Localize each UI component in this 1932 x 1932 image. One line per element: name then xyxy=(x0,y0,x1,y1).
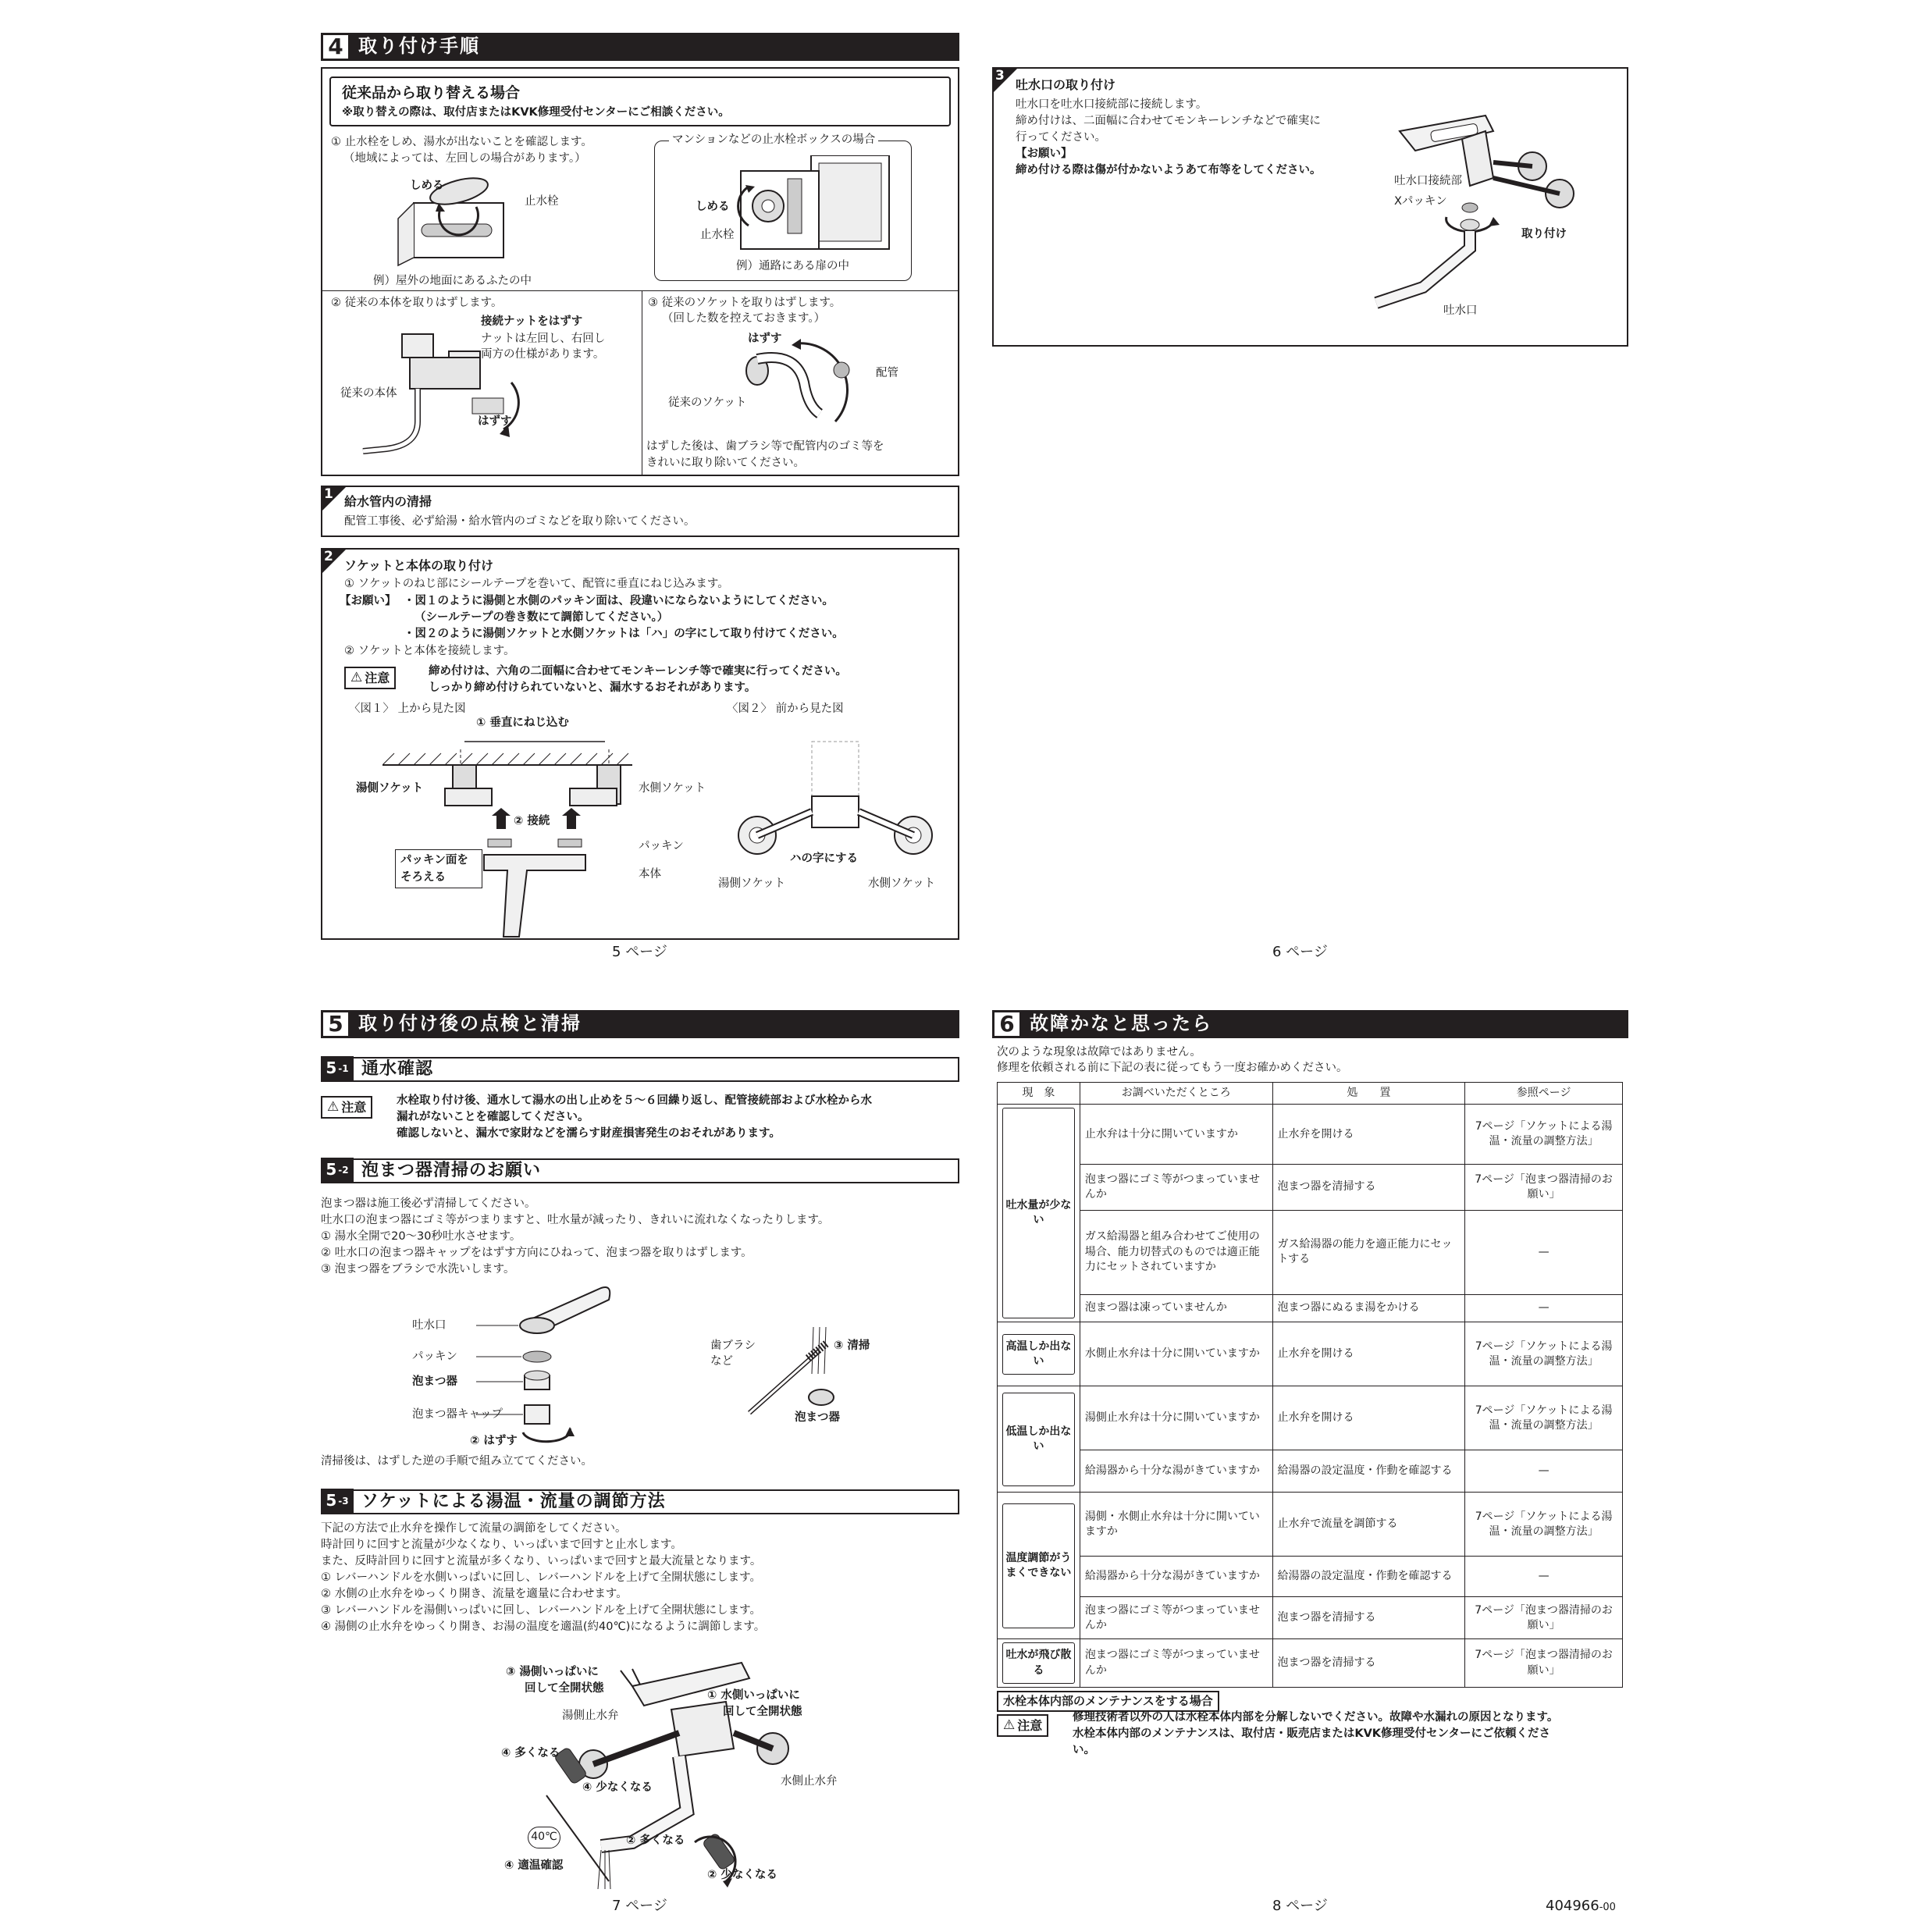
shimeru2-label: しめる xyxy=(696,201,730,213)
less2-label: ② 少なくなる xyxy=(707,1869,777,1881)
phenomenon-cell: 吐水が飛び散る xyxy=(998,1639,1080,1688)
s51-text1: 水栓取り付け後、通水して湯水の出し止めを５～６回繰り返し、配管接続部および水栓から水 xyxy=(397,1094,872,1107)
subsection-5-2 xyxy=(321,1158,959,1183)
step3-req1: 締め付ける際は傷が付かないようあて布等をしてください。 xyxy=(1016,164,1322,176)
subsection-number: 5 -2 xyxy=(321,1158,354,1183)
cold-valve-label: 水側止水弁 xyxy=(781,1775,838,1788)
ha-label: ハの字にする xyxy=(790,852,858,865)
table-header: 参照ページ xyxy=(1465,1083,1623,1105)
nut-label: 接続ナットをはずす xyxy=(481,315,583,328)
phenomenon-cell: 温度調節がうまくできない xyxy=(998,1493,1080,1639)
table-row xyxy=(998,1557,1623,1597)
body-label: 本体 xyxy=(639,868,661,881)
shisuisen-label: 止水栓 xyxy=(525,195,559,208)
table-cell: 止水弁は十分に開いていますか xyxy=(1080,1105,1272,1165)
old-socket-illustration xyxy=(726,336,866,437)
replace-title-box xyxy=(329,76,951,126)
aerator-label: 泡まつ器 xyxy=(412,1375,457,1388)
caution-badge: ⚠ 注意 xyxy=(997,1714,1048,1737)
step2-req3: ・図２のように湯側ソケットと水側ソケットは「ハ」の字にして取り付けてください。 xyxy=(404,628,844,640)
aerator-cap-label: 泡まつ器キャップ xyxy=(412,1408,503,1421)
section-title: 取り付け手順 xyxy=(358,35,480,58)
table-cell: 7ページ「ソケットによる湯温・流量の調整方法」 xyxy=(1465,1493,1623,1557)
table-cell: 7ページ「泡まつ器清掃のお願い」 xyxy=(1465,1165,1623,1210)
table-cell: 湯側・水側止水弁は十分に開いていますか xyxy=(1080,1493,1272,1557)
a1-label2: 回して全開状態 xyxy=(723,1706,802,1718)
table-cell: 止水弁を開ける xyxy=(1272,1386,1465,1450)
a3-label1: ③ 湯側いっぱいに xyxy=(506,1666,599,1678)
fig2-caption: 〈図２〉 前から見た図 xyxy=(727,703,844,715)
s51-text3: 確認しないと、漏水で家財などを濡らす財産損害発生のおそれがあります。 xyxy=(397,1127,781,1140)
step3-line3: 行ってください。 xyxy=(1016,131,1106,144)
brush-label1: 歯ブラシ xyxy=(710,1340,756,1352)
table-cell: 止水弁を開ける xyxy=(1272,1105,1465,1165)
step1-box xyxy=(321,486,959,537)
section-6-header xyxy=(992,1010,1628,1038)
table-row xyxy=(998,1165,1623,1210)
table-row xyxy=(998,1450,1623,1493)
section-5-header xyxy=(321,1010,959,1038)
fig2-illustration xyxy=(734,734,937,890)
xpacking-label: Xパッキン xyxy=(1394,195,1447,208)
fig1-illustration xyxy=(382,734,632,945)
table-row xyxy=(998,1493,1623,1557)
table-cell: — xyxy=(1465,1294,1623,1322)
warning-icon: ⚠ xyxy=(350,670,363,685)
more2-label: ② 多くなる xyxy=(626,1834,685,1847)
table-cell: 給湯器から十分な湯がきていますか xyxy=(1080,1450,1272,1493)
hazusu2-label: はずす xyxy=(748,333,782,345)
step2-caution2: しっかり締め付けられていないと、漏水するおそれがあります。 xyxy=(429,681,756,694)
table-cell: 給湯器の設定温度・作動を確認する xyxy=(1272,1557,1465,1597)
align-packing-box xyxy=(395,849,482,888)
s52-text3: ① 湯水全開で20～30秒吐水させます。 xyxy=(321,1230,521,1243)
spout2-label: 吐水口 xyxy=(412,1319,447,1332)
step2-req1: ・図１のように湯側と水側のパッキン面は、段違いにならないようにしてください。 xyxy=(404,595,834,607)
table-header: お調べいただくところ xyxy=(1080,1083,1272,1105)
align-label1: パッキン面を xyxy=(400,854,468,866)
step3-line2: 締め付けは、二面幅に合わせてモンキーレンチなどで確実に xyxy=(1016,115,1321,127)
step-c-line1: ③ 従来のソケットを取りはずします。 xyxy=(648,297,841,309)
s53-text5: ② 水側の止水弁をゆっくり開き、流量を適量に合わせます。 xyxy=(321,1588,628,1600)
step2-line1: ① ソケットのねじ部にシールテープを巻いて、配管に垂直にねじ込みます。 xyxy=(344,578,729,590)
table-cell: 7ページ「ソケットによる湯温・流量の調整方法」 xyxy=(1465,1105,1623,1165)
table-row xyxy=(998,1597,1623,1639)
section-number: 6 xyxy=(992,1010,1022,1038)
step2-title: ソケットと本体の取り付け xyxy=(344,558,494,573)
s53-text7: ④ 湯側の止水弁をゆっくり開き、お湯の温度を適温(約40℃)になるように調節します。 xyxy=(321,1621,766,1633)
table-row xyxy=(998,1386,1623,1450)
phenomenon-cell: 吐水量が少ない xyxy=(998,1105,1080,1322)
table-cell: — xyxy=(1465,1557,1623,1597)
joint-label: 吐水口接続部 xyxy=(1394,175,1462,187)
cold-socket-label: 水側ソケット xyxy=(639,782,706,795)
mansion-label: マンションなどの止水栓ボックスの場合 xyxy=(669,132,878,148)
aerator-exploded-illustration xyxy=(468,1272,624,1452)
step3-title: 吐水口の取り付け xyxy=(1016,77,1116,92)
spout-attach-illustration xyxy=(1368,108,1603,342)
intro-line2: 修理を依頼される前に下記の表に従ってもう一度お確かめください。 xyxy=(997,1062,1348,1074)
step2-request: 【お願い】 xyxy=(340,595,397,607)
warning-icon: ⚠ xyxy=(1003,1717,1016,1733)
table-cell: 7ページ「ソケットによる湯温・流量の調整方法」 xyxy=(1465,1386,1623,1450)
s53-text2: 時計回りに回すと流量が少なくなり、いっぱいまで回すと止水します。 xyxy=(321,1539,682,1551)
subsection-5-1 xyxy=(321,1057,959,1082)
step3-line1: 吐水口を吐水口接続部に接続します。 xyxy=(1016,98,1208,111)
after-clean1: はずした後は、歯ブラシ等で配管内のゴミ等を xyxy=(646,440,884,453)
section-number: 4 xyxy=(321,33,350,61)
divider xyxy=(322,290,958,291)
table-row xyxy=(998,1294,1623,1322)
s52-after: 清掃後は、はずした逆の手順で組み立ててください。 xyxy=(321,1455,592,1468)
nut-note2: 両方の仕様があります。 xyxy=(481,348,605,361)
step3-box xyxy=(992,67,1628,347)
table-cell: 止水弁を開ける xyxy=(1272,1322,1465,1386)
table-cell: 泡まつ器は凍っていませんか xyxy=(1080,1294,1272,1322)
s53-text6: ③ レバーハンドルを湯側いっぱいに回し、レバーハンドルを上げて全開状態にします。 xyxy=(321,1604,761,1617)
step2-caution1: 締め付けは、六角の二面幅に合わせてモンキーレンチ等で確実に行ってください。 xyxy=(429,665,847,678)
s53-text4: ① レバーハンドルを水側いっぱいに回し、レバーハンドルを上げて全開状態にします。 xyxy=(321,1571,761,1584)
shimeru-label: しめる xyxy=(410,180,444,192)
step-c-line2: （回した数を控えておきます。） xyxy=(662,312,826,325)
subsection-number: 5 -3 xyxy=(321,1489,354,1514)
nut-note1: ナットは左回し、右回し xyxy=(481,333,606,345)
packing2-label: パッキン xyxy=(412,1350,457,1363)
table-cell: — xyxy=(1465,1210,1623,1294)
table-cell: 泡まつ器を清掃する xyxy=(1272,1597,1465,1639)
table-header: 処 置 xyxy=(1272,1083,1465,1105)
s52-text2: 吐水口の泡まつ器にゴミ等がつまりますと、吐水量が減ったり、きれいに流れなくなったりします。 xyxy=(321,1214,830,1226)
caption-outdoor: 例）屋外の地面にあるふたの中 xyxy=(373,275,532,287)
old-body-label: 従来の本体 xyxy=(340,387,397,400)
table-cell: 泡まつ器にゴミ等がつまっていませんか xyxy=(1080,1597,1272,1639)
brush-label2: など xyxy=(710,1355,733,1368)
table-cell: — xyxy=(1465,1450,1623,1493)
outdoor-valve-illustration xyxy=(367,168,539,273)
table-row xyxy=(998,1322,1623,1386)
table-cell: 泡まつ器にぬるま湯をかける xyxy=(1272,1294,1465,1322)
step1-number: 1 xyxy=(324,486,333,502)
step-a-line1: ① 止水栓をしめ、湯水が出ないことを確認します。 xyxy=(331,136,592,148)
step2-number: 2 xyxy=(324,549,333,564)
hot-socket2-label: 湯側ソケット xyxy=(718,877,786,890)
a1-label1: ① 水側いっぱいに xyxy=(707,1689,800,1702)
page-number-6: 6 ページ xyxy=(1272,944,1328,960)
document-code: 404966-00 xyxy=(1546,1898,1616,1914)
s53-text3: また、反時計回りに回すと流量が多くなり、いっぱいまで回すと最大流量となります。 xyxy=(321,1555,762,1567)
step3-number: 3 xyxy=(995,68,1005,84)
more4-label: ④ 多くなる xyxy=(501,1747,560,1759)
vertical-label: ① 垂直にねじ込む xyxy=(476,717,569,729)
table-cell: 泡まつ器にゴミ等がつまっていませんか xyxy=(1080,1165,1272,1210)
replace-title: 従来品から取り替える場合 xyxy=(342,84,521,101)
table-cell: 7ページ「泡まつ器清掃のお願い」 xyxy=(1465,1597,1623,1639)
table-header: 現 象 xyxy=(998,1083,1080,1105)
s52-text4: ② 吐水口の泡まつ器キャップをはずす方向にひねって、泡まつ器を取りはずします。 xyxy=(321,1247,753,1259)
table-cell: 止水弁で流量を調節する xyxy=(1272,1493,1465,1557)
phenomenon-cell: 低温しか出ない xyxy=(998,1386,1080,1493)
s51-text2: 漏れがないことを確認してください。 xyxy=(397,1111,589,1123)
table-cell: 泡まつ器にゴミ等がつまっていませんか xyxy=(1080,1639,1272,1688)
warning-icon: ⚠ xyxy=(327,1099,340,1115)
subsection-5-3 xyxy=(321,1489,959,1514)
table-cell: 泡まつ器を清掃する xyxy=(1272,1639,1465,1688)
connect-label: ② 接続 xyxy=(514,815,550,827)
caution-badge: ⚠ 注意 xyxy=(321,1096,372,1119)
section-title: 故障かなと思ったら xyxy=(1030,1012,1212,1035)
a3-label2: 回して全開状態 xyxy=(525,1682,604,1695)
mansion-box xyxy=(654,133,912,281)
section-number: 5 xyxy=(321,1010,350,1038)
caution-badge: ⚠ 注意 xyxy=(344,667,396,689)
phenomenon-cell: 高温しか出ない xyxy=(998,1322,1080,1386)
section-title: 取り付け後の点検と清掃 xyxy=(358,1012,582,1035)
temp-badge: 40℃ xyxy=(528,1827,560,1848)
table-cell: 7ページ「泡まつ器清掃のお願い」 xyxy=(1465,1639,1623,1688)
step3-request: 【お願い】 xyxy=(1016,148,1073,160)
step1-title: 給水管内の清掃 xyxy=(344,494,432,509)
subsection-title: 通水確認 xyxy=(361,1059,434,1079)
packing-label: パッキン xyxy=(639,840,684,852)
maintenance-title: 水栓本体内部のメンテナンスをする場合 xyxy=(997,1691,1219,1712)
replace-note: ※取り替えの際は、取付店またはKVK修理受付センターにご相談ください。 xyxy=(342,106,730,119)
step-a-line2: （地域によっては、左回しの場合があります。） xyxy=(343,152,586,165)
aerator2-label: 泡まつ器 xyxy=(795,1411,840,1424)
hazusu-label: はずす xyxy=(478,415,512,428)
s52-text5: ③ 泡まつ器をブラシで水洗いします。 xyxy=(321,1263,515,1276)
intro-line1: 次のような現象は故障ではありません。 xyxy=(997,1046,1201,1059)
table-row xyxy=(998,1210,1623,1294)
page-number-7: 7 ページ xyxy=(612,1898,667,1914)
section-4-header xyxy=(321,33,959,61)
table-cell: 泡まつ器を清掃する xyxy=(1272,1165,1465,1210)
step1-text: 配管工事後、必ず給湯・給水管内のゴミなどを取り除いてください。 xyxy=(344,515,696,528)
table-row xyxy=(998,1105,1623,1165)
s53-text1: 下記の方法で止水弁を操作して流量の調節をしてください。 xyxy=(321,1522,627,1535)
troubleshooting-table xyxy=(997,1082,1623,1688)
spout-label: 吐水口 xyxy=(1443,304,1478,317)
page-number-5: 5 ページ xyxy=(612,944,667,960)
attach-label: 取り付け xyxy=(1521,228,1567,240)
shisuisen2-label: 止水栓 xyxy=(700,229,735,241)
table-row xyxy=(998,1639,1623,1688)
table-cell: ガス給湯器と組み合わせてご使用の場合、能力切替式のものでは適正能力にセットされていますか xyxy=(1080,1210,1272,1294)
maintenance-text2: 水栓本体内部のメンテナンスは、取付店・販売店またはKVK修理受付センターにご依頼くださ xyxy=(1073,1727,1550,1740)
s52-text1: 泡まつ器は施工後必ず清掃してください。 xyxy=(321,1197,536,1210)
after-clean2: きれいに取り除いてください。 xyxy=(646,457,805,469)
maintenance-text1: 修理技術者以外の人は水栓本体内部を分解しないでください。故障や水漏れの原因となります。 xyxy=(1073,1711,1559,1724)
page-number-8: 8 ページ xyxy=(1272,1898,1328,1914)
table-cell: 給湯器から十分な湯がきていますか xyxy=(1080,1557,1272,1597)
table-cell: 水側止水弁は十分に開いていますか xyxy=(1080,1322,1272,1386)
table-cell: 7ページ「ソケットによる湯温・流量の調整方法」 xyxy=(1465,1322,1623,1386)
clean-label: ③ 清掃 xyxy=(834,1340,870,1352)
hot-socket-label: 湯側ソケット xyxy=(356,782,424,795)
subsection-title: ソケットによる湯温・流量の調節方法 xyxy=(361,1491,666,1511)
less4-label: ④ 少なくなる xyxy=(582,1781,653,1794)
maintenance-text3: い。 xyxy=(1073,1744,1095,1756)
table-cell: 給湯器の設定温度・作動を確認する xyxy=(1272,1450,1465,1493)
cold-socket2-label: 水側ソケット xyxy=(868,877,936,890)
table-cell: ガス給湯器の能力を適正能力にセットする xyxy=(1272,1210,1465,1294)
step2-line2: ② ソケットと本体を接続します。 xyxy=(344,645,515,657)
subsection-title: 泡まつ器清掃のお願い xyxy=(361,1160,542,1180)
caption-mansion: 例）通路にある扉の中 xyxy=(736,260,849,272)
pipe-label: 配管 xyxy=(876,367,898,379)
check-label: ④ 適温確認 xyxy=(504,1859,564,1872)
step2-req2: （シールテープの巻き数にて調節してください。） xyxy=(415,611,669,624)
step-b-line1: ② 従来の本体を取りはずします。 xyxy=(331,297,503,309)
fig1-caption: 〈図１〉 上から見た図 xyxy=(349,703,466,715)
align-label2: そろえる xyxy=(400,871,446,884)
table-cell: 湯側止水弁は十分に開いていますか xyxy=(1080,1386,1272,1450)
old-socket-label: 従来のソケット xyxy=(668,397,747,409)
subsection-number: 5 -1 xyxy=(321,1056,354,1081)
table-header-row xyxy=(998,1083,1623,1105)
remove-label: ② はずす xyxy=(470,1435,518,1447)
hot-valve-label: 湯側止水弁 xyxy=(562,1710,619,1722)
